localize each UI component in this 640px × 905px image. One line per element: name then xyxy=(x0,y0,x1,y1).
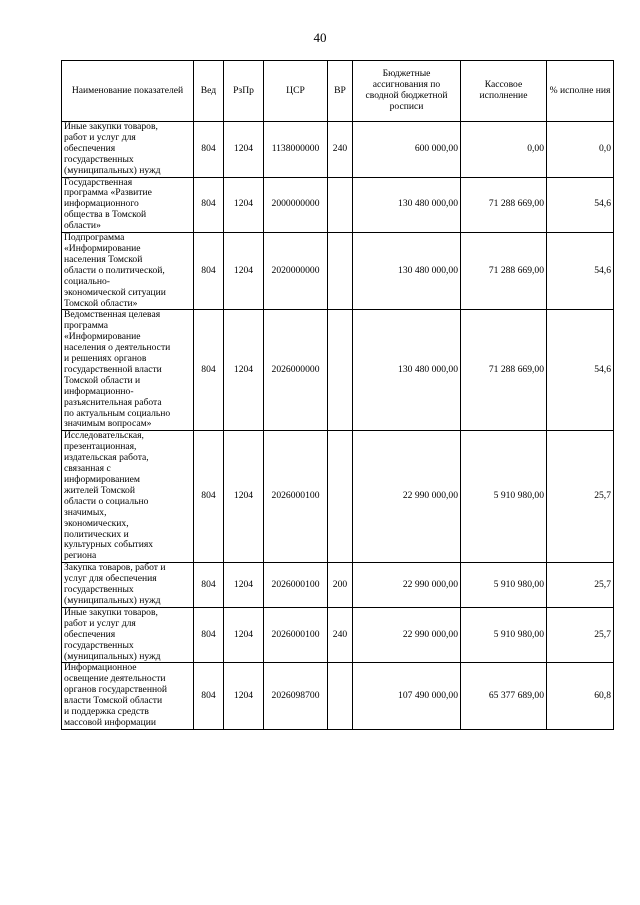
cell-name-line: общества в Томской xyxy=(64,209,147,221)
cell-vr xyxy=(328,431,353,563)
cell-ved: 804 xyxy=(194,607,224,663)
cell-name-line: (муниципальных) нужд xyxy=(64,650,161,662)
cell-name-line: и решениях органов xyxy=(64,353,147,365)
cell-budget: 130 480 000,00 xyxy=(353,310,461,431)
cell-budget: 130 480 000,00 xyxy=(353,233,461,310)
cell-budget: 130 480 000,00 xyxy=(353,177,461,233)
cell-vr xyxy=(328,233,353,310)
cell-name-line: разъяснительная работа xyxy=(64,396,162,408)
cell-name xyxy=(62,663,194,729)
cell-vr: 240 xyxy=(328,122,353,178)
cell-ved: 804 xyxy=(194,310,224,431)
cell-rzpr: 1204 xyxy=(224,563,264,608)
cell-vr xyxy=(328,663,353,729)
cell-name-line: работ и услуг для xyxy=(64,617,136,629)
table-row xyxy=(62,563,614,608)
cell-name-line: массовой информации xyxy=(64,716,156,728)
cell-name-line: обеспечения xyxy=(64,142,116,154)
cell-name-line: (муниципальных) нужд xyxy=(64,594,161,606)
cell-cash: 5 910 980,00 xyxy=(461,607,547,663)
cell-name-line: региона xyxy=(64,550,97,562)
cell-rzpr: 1204 xyxy=(224,122,264,178)
cell-percent: 25,7 xyxy=(547,563,614,608)
cell-vr xyxy=(328,310,353,431)
cell-csr: 2020000000 xyxy=(264,233,328,310)
table-row xyxy=(62,233,614,310)
cell-rzpr: 1204 xyxy=(224,177,264,233)
cell-cash: 71 288 669,00 xyxy=(461,310,547,431)
cell-rzpr: 1204 xyxy=(224,607,264,663)
cell-name xyxy=(62,563,194,608)
page-number: 40 xyxy=(313,30,327,45)
table-row xyxy=(62,607,614,663)
cell-name-line: государственных xyxy=(64,639,134,651)
cell-budget: 22 990 000,00 xyxy=(353,431,461,563)
cell-cash: 65 377 689,00 xyxy=(461,663,547,729)
cell-name xyxy=(62,607,194,663)
cell-cash: 71 288 669,00 xyxy=(461,177,547,233)
cell-name-line: программа xyxy=(64,320,109,332)
cell-ved: 804 xyxy=(194,233,224,310)
cell-ved: 804 xyxy=(194,663,224,729)
cell-name-line: области» xyxy=(64,220,101,232)
cell-rzpr: 1204 xyxy=(224,310,264,431)
cell-name-line: органов государственной xyxy=(64,684,168,696)
cell-name-line: Исследовательская, xyxy=(64,430,144,442)
cell-percent: 25,7 xyxy=(547,607,614,663)
header-row xyxy=(62,61,614,122)
cell-name-line: презентационная, xyxy=(64,441,137,453)
cell-percent: 54,6 xyxy=(547,310,614,431)
cell-csr: 2000000000 xyxy=(264,177,328,233)
cell-name xyxy=(62,233,194,310)
cell-name-line: Информационное xyxy=(64,662,137,674)
cell-ved: 804 xyxy=(194,431,224,563)
cell-name-line: «Информирование xyxy=(64,242,141,254)
table-row xyxy=(62,663,614,729)
table-row xyxy=(62,122,614,178)
cell-name-line: государственной власти xyxy=(64,363,162,375)
cell-name-line: социально- xyxy=(64,275,110,287)
table-body xyxy=(62,122,614,730)
cell-name-line: власти Томской области xyxy=(64,695,163,707)
budget-table xyxy=(61,60,614,730)
cell-name-line: издательская работа, xyxy=(64,452,149,464)
table-row xyxy=(62,310,614,431)
cell-name-line: программа «Развитие xyxy=(64,187,152,199)
cell-name-line: экономических, xyxy=(64,517,129,529)
cell-name-line: жителей Томской xyxy=(64,484,135,496)
cell-cash: 0,00 xyxy=(461,122,547,178)
cell-name-line: обеспечения xyxy=(64,628,116,640)
cell-name-line: области о социально xyxy=(64,495,149,507)
cell-name-line: значимых, xyxy=(64,506,107,518)
cell-rzpr: 1204 xyxy=(224,233,264,310)
cell-percent: 0,0 xyxy=(547,122,614,178)
cell-name xyxy=(62,122,194,178)
cell-name-line: связанная с xyxy=(64,463,111,475)
cell-budget: 22 990 000,00 xyxy=(353,563,461,608)
cell-csr: 2026000100 xyxy=(264,563,328,608)
cell-csr: 2026098700 xyxy=(264,663,328,729)
cell-rzpr: 1204 xyxy=(224,431,264,563)
cell-name-line: Томской области» xyxy=(64,297,138,309)
cell-name-line: Ведомственная целевая xyxy=(64,309,161,321)
cell-percent: 60,8 xyxy=(547,663,614,729)
cell-name-line: работ и услуг для xyxy=(64,131,136,143)
table-row xyxy=(62,177,614,233)
cell-rzpr: 1204 xyxy=(224,663,264,729)
cell-name-line: и поддержка средств xyxy=(64,706,149,718)
cell-name-line: Подпрограмма xyxy=(64,232,125,244)
cell-name-line: (муниципальных) нужд xyxy=(64,164,161,176)
cell-name-line: политических и xyxy=(64,528,129,540)
cell-csr: 2026000000 xyxy=(264,310,328,431)
cell-ved: 804 xyxy=(194,563,224,608)
header-cash: Кассовое исполнение xyxy=(461,61,547,122)
cell-percent: 25,7 xyxy=(547,431,614,563)
header-vr: ВР xyxy=(328,61,353,122)
cell-budget: 600 000,00 xyxy=(353,122,461,178)
cell-name-line: значимым вопросам» xyxy=(64,418,152,430)
cell-csr: 2026000100 xyxy=(264,607,328,663)
cell-name xyxy=(62,177,194,233)
cell-name-line: культурных событиях xyxy=(64,539,154,551)
cell-name-line: освещение деятельности xyxy=(64,673,166,685)
cell-ved: 804 xyxy=(194,177,224,233)
cell-cash: 5 910 980,00 xyxy=(461,563,547,608)
header-ved: Вед xyxy=(194,61,224,122)
cell-percent: 54,6 xyxy=(547,177,614,233)
cell-name-line: «Информирование xyxy=(64,331,141,343)
header-percent: % исполне ния xyxy=(547,61,614,122)
cell-name-line: Государственная xyxy=(64,176,133,188)
cell-name-line: информационного xyxy=(64,198,139,210)
cell-percent: 54,6 xyxy=(547,233,614,310)
cell-budget: 22 990 000,00 xyxy=(353,607,461,663)
cell-name-line: информированием xyxy=(64,474,140,485)
cell-vr: 200 xyxy=(328,563,353,608)
header-name: Наименование показателей xyxy=(62,61,194,122)
cell-name xyxy=(62,310,194,431)
cell-budget: 107 490 000,00 xyxy=(353,663,461,729)
cell-name-line: государственных xyxy=(64,584,134,596)
cell-cash: 5 910 980,00 xyxy=(461,431,547,563)
header-csr: ЦСР xyxy=(264,61,328,122)
cell-name-line: области о политической, xyxy=(64,264,165,276)
cell-name-line: информационно- xyxy=(64,385,134,397)
cell-name-line: государственных xyxy=(64,153,134,165)
cell-cash: 71 288 669,00 xyxy=(461,233,547,310)
cell-name-line: населения Томской xyxy=(64,253,143,265)
cell-csr: 1138000000 xyxy=(264,122,328,178)
cell-name-line: по актуальным социально xyxy=(64,407,171,419)
header-rzpr: РзПр xyxy=(224,61,264,122)
table-row xyxy=(62,431,614,563)
header-budget: Бюджетные ассигнования по сводной бюджетной росписи xyxy=(353,61,461,122)
cell-name-line: экономической ситуации xyxy=(64,286,166,298)
cell-name xyxy=(62,431,194,563)
cell-ved: 804 xyxy=(194,122,224,178)
cell-name-line: Закупка товаров, работ и xyxy=(64,562,166,574)
cell-vr xyxy=(328,177,353,233)
cell-csr: 2026000100 xyxy=(264,431,328,563)
cell-name-line: Иные закупки товаров, xyxy=(64,606,158,618)
cell-name-line: Иные закупки товаров, xyxy=(64,121,158,132)
cell-name-line: услуг для обеспечения xyxy=(64,573,157,585)
cell-name-line: Томской области и xyxy=(64,374,141,386)
cell-vr: 240 xyxy=(328,607,353,663)
cell-name-line: населения о деятельности xyxy=(64,342,171,354)
